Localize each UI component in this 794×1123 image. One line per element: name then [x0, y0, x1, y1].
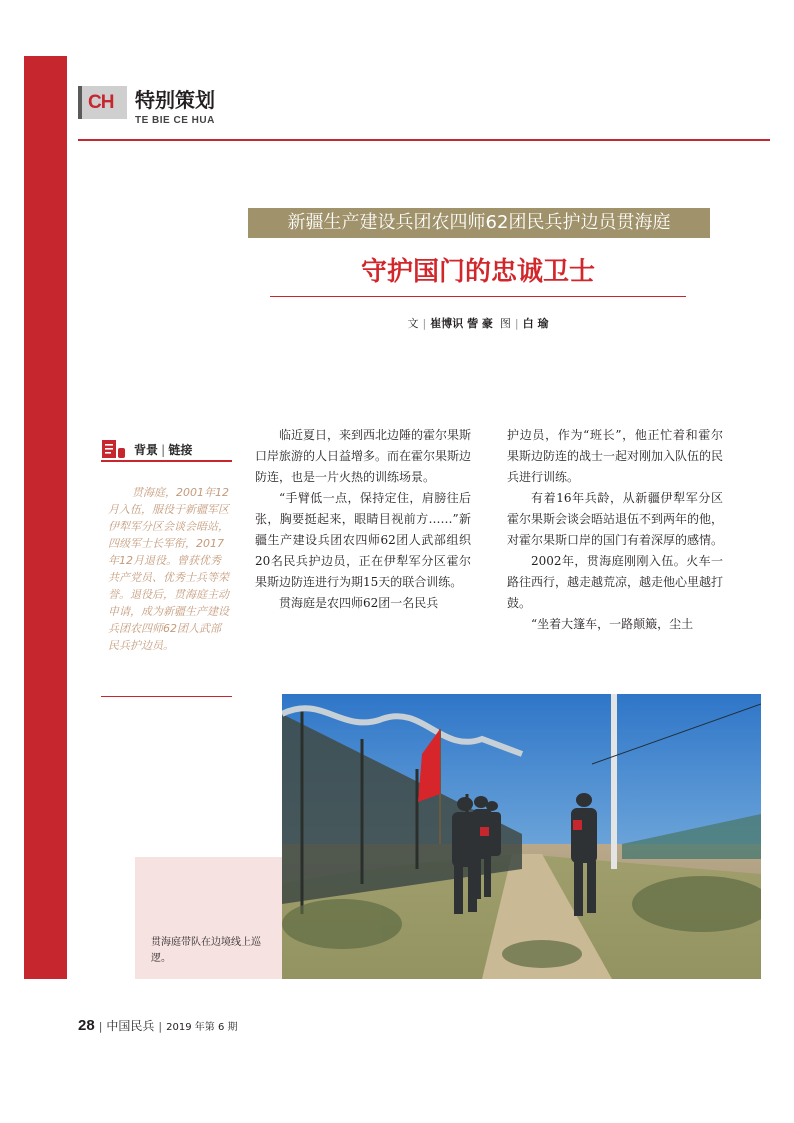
sidebar-bottom-rule: [101, 696, 232, 697]
paragraph: 护边员，作为“班长”，他正忙着和霍尔果斯边防连的战士一起对刚加入队伍的民兵进行训练。: [507, 428, 724, 484]
byline-text-label: 文: [407, 317, 419, 330]
paragraph: 贯海庭是农四师62团一名民兵: [279, 596, 439, 610]
paragraph: “坐着大篷车，一路颠簸，尘土: [531, 617, 694, 631]
article-headline: 守护国门的忠诚卫士: [360, 257, 595, 287]
headline-divider: [270, 296, 686, 297]
section-pinyin: TE BIE CE HUA: [135, 115, 215, 126]
sidebar-title: 背景 | 链接: [134, 443, 193, 457]
section-title: 特别策划: [135, 88, 215, 112]
byline-photographer: 白 瑜: [522, 317, 549, 330]
article-kicker: [248, 208, 710, 238]
magazine-name: 中国民兵: [106, 1019, 155, 1033]
header-divider: [78, 139, 770, 141]
page-number: 28: [78, 1017, 95, 1034]
photo-caption: 贯海庭带队在边境线上巡逻。: [151, 937, 261, 964]
sidebar-body: 贯海庭，2001年12月入伍，服役于新疆军区伊犁军分区会谈会晤站，四级军士长军衔，2017年12月退役。曾获优秀共产党员、优秀士兵等荣誉。退役后，贯海庭主动申请，成为新疆生产建设兵团农四师62团人武部民兵护边员。: [108, 486, 229, 652]
kicker-text: 新疆生产建设兵团农四师62团民兵护边员贯海庭: [287, 212, 671, 233]
section-logo: [78, 86, 127, 119]
left-accent-bar: [24, 56, 67, 979]
sidebar-header: [101, 438, 232, 460]
logo-text: CH: [88, 92, 114, 113]
document-icon: [101, 438, 127, 460]
issue-label: 2019 年第 6 期: [166, 1022, 238, 1033]
patrol-photo: [282, 694, 761, 979]
byline: 文 | 崔博识 訾 豪 图 | 白 瑜: [407, 317, 549, 330]
patrol-photo-illustration: [282, 694, 761, 979]
article-column-2: [507, 425, 723, 635]
logo-stripe: [78, 86, 82, 119]
byline-photo-label: 图: [499, 317, 511, 330]
article-column-1: [255, 425, 471, 614]
paragraph: “手臂低一点，保持定住，肩膀往后张，胸要挺起来，眼睛目视前方……”新疆生产建设兵团农四师62团人武部组织20名民兵护边员，正在伊犁军分区霍尔果斯边防连进行为期15天的联合训练。: [255, 491, 471, 589]
paragraph: 临近夏日，来到西北边陲的霍尔果斯口岸旅游的人日益增多。而在霍尔果斯边防连，也是一片火热的训练场景。: [255, 428, 472, 484]
paragraph: 2002年，贯海庭刚刚入伍。火车一路往西行，越走越荒凉，越走他心里越打鼓。: [507, 554, 724, 610]
sidebar-top-rule: [101, 460, 232, 462]
page-footer: 28 | 中国民兵 | 2019 年第 6 期: [78, 1017, 238, 1034]
paragraph: 有着16年兵龄，从新疆伊犁军分区霍尔果斯会谈会晤站退伍不到两年的他，对霍尔果斯口岸的国门有着深厚的感情。: [507, 491, 724, 547]
byline-authors: 崔博识 訾 豪: [430, 317, 493, 330]
